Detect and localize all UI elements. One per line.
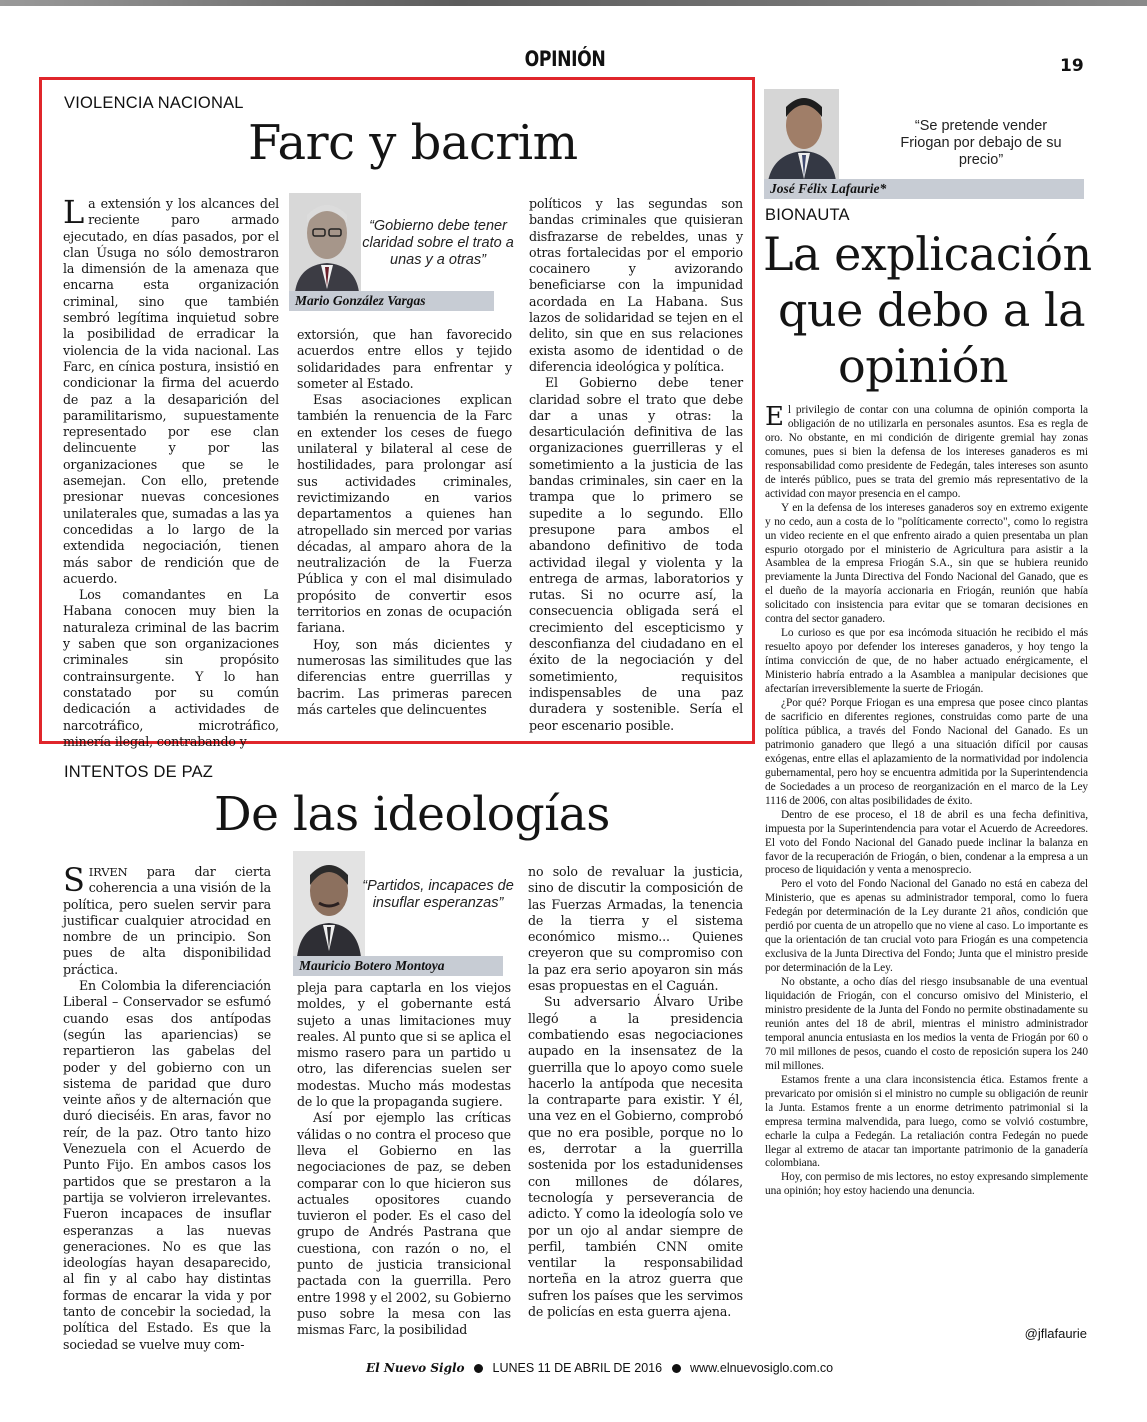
- article3-twitter-handle: @jflafaurie: [1024, 1326, 1087, 1341]
- page-number: 19: [1060, 56, 1084, 76]
- article3-p9: Hoy, con permiso de mis lectores, no estoy expresando simplemente una opinión; hoy estoy haciendo una denuncia.: [765, 1171, 1088, 1198]
- article3-author-name: José Félix Lafaurie*: [764, 179, 1084, 199]
- section-header: OPINIÓN: [524, 47, 606, 71]
- article3-kicker: BIONAUTA: [765, 206, 850, 224]
- article3-p8: Estamos frente a una clara inconsistencia ética. Estamos frente a prevaricato por omisión si el ministro no cumple su obligación de reunir la Junta. Estamos frente a un enorme detrimento patrimonial si la empresa termina malvendida, para luego, como se volvió costumbre, echarle la culpa a Fedegán. La retaliación contra Fedegán no puede llegar al extremo de atacar tan importante patrimonio de la ganadería colombiana.: [765, 1073, 1088, 1170]
- article2-author-name: Mauricio Botero Montoya: [293, 956, 503, 976]
- article1-col2-p3: Hoy, son más dicientes y numerosas las similitudes que las diferencias entre guerrillas y bacrim. Las primeras parecen más carteles que delincuentes: [297, 636, 512, 717]
- article3-pullquote: “Se pretende vender Friogan por debajo de su precio”: [900, 118, 1062, 168]
- article1-kicker: VIOLENCIA NACIONAL: [64, 94, 244, 112]
- article2-column-2: [297, 980, 511, 1345]
- article2-pullquote: “Partidos, incapaces de insuflar esperanzas”: [362, 878, 514, 911]
- article2-portrait-svg: [293, 851, 365, 957]
- article1-column-3: [529, 196, 743, 733]
- article2-col3-p1: no solo de revaluar la justicia, sino de discutir la composición de las Fuerzas Armadas, la tenencia de la tierra y el sistema económico mismo... Quienes creyeron que su compromiso con la paz era serio apoyaron sin más esas propuestas en el Caguán.: [528, 864, 743, 994]
- article3-title-line-1: La explicación: [763, 227, 1092, 281]
- article1-col1-p1: a extensión y los alcances del reciente paro armado ejecutado, en días pasados, por el clan Úsuga no sólo demostraron la dimensión de la amenaza que encarna esta organización criminal, sino que también sembró legítima inquietud sobre la posibilidad de erradicar la violencia de la vida nacional. Las Farc, en cínica postura, insistió en condicionar la firma del acuerdo de paz a la desaparición del paramilitarismo, supuestamente representado por ese clan delincuente y por las organizaciones que se le asemejan. Con ello, pretende presionar nuevas concesiones unilaterales que, sumadas a las ya concedidas a lo largo de la extendida negociación, tienen más sabor de rendición que de acuerdo.: [63, 196, 279, 586]
- article3-p7: No obstante, a ocho días del riesgo insubsanable de una eventual liquidación de Friogán, con el concurso omisivo del Ministerio, el ministro presidente de la Junta del Fondo no permite obstinadamente su reunión antes del 18 de abril, mientras el ministro administrador temporal anuncia entusiasta en los medios la venta de Friogán por 60 o 70 mil millones de pesos, cuando el costo de reposición supera los 240 mil millones.: [765, 976, 1088, 1072]
- article3-portrait-svg: [764, 89, 839, 181]
- article2-author-photo: [293, 851, 365, 957]
- article2-column-3: [528, 864, 743, 1346]
- article1-column-1: [63, 193, 279, 749]
- article1-author-name: Mario González Vargas: [289, 291, 494, 311]
- article3-title-line-3: opinión: [838, 339, 1009, 393]
- article3-dropcap: E: [765, 402, 784, 432]
- footer-date: LUNES 11 DE ABRIL DE 2016: [492, 1361, 663, 1375]
- article2-column-1: [63, 861, 271, 1352]
- footer-separator-dot: [672, 1364, 681, 1373]
- footer-separator-dot: [474, 1364, 483, 1373]
- article1-col3-p1: políticos y las segundas son bandas criminales que quisieran disfrazarse de rebeldes, unas y otras fortalecidas por el emporio cocainero y avizorando beneficiarse con la impunidad acordada en La Habana. Sus lazos de solidaridad se tejen en el delito, sin que en sus relaciones exista asomo de identidad o de diferencia ideológica y política.: [529, 196, 743, 374]
- article3-title-line-2: que debo a la: [778, 283, 1086, 337]
- article2-col1-p2: En Colombia la diferenciación Liberal – Conservador se esfumó cuando esas dos antípodas (según las apariencias) se repartieron las gabelas del poder y del gobierno con un sistema de paridad que duro veinte años y de alternación que duró dieciséis. En aras, favor no reír, de la paz. Otro tanto hizo Venezuela con el Acuerdo de Punto Fijo. En ambos casos los partidos que se prestaron a la partija se volvieron irrelevantes. Fueron incapaces de insuflar esperanzas a las nuevas generaciones. No es que las ideologías hayan desaparecido, al fin y al cabo hay distintas formas de encarar la vida y por tanto de concebir la sociedad, la política del Estado. Es que la sociedad se vuelve muy com-: [63, 978, 271, 1352]
- article3-p2: Y en la defensa de los intereses ganaderos soy en extremo exigente y no cedo, aun a costa de lo "políticamente correcto", como lo registra un video reciente en el que enfrento airado a quien presentaba un plan espurio otorgado por el ministerio de Agricultura para asistir a la Asamblea de la empresa Friogán S.A., sin que se hubiera reunido previamente la Junta Directiva del Fondo Nacional del Ganado, que es el dueño de la mayoría accionaria en Friogán, reunión que había solicitado con insistencia para evitar que se tomaran decisiones en contra del sector ganadero.: [765, 501, 1088, 626]
- article3-p4: ¿Por qué? Porque Friogan es una empresa que posee cinco plantas de sacrificio en diferentes regiones, construidas como parte de una política pública, a través del Fondo Nacional del Ganado. Es un patrimonio ganadero que llegó a una situación difícil por causas exógenas, entre ellas el aplazamiento de la normatividad por indolencia gubernamental, pero hoy se encuentra admitida por la Superintendencia de Sociedades a un proceso de reorganización en el marco de la Ley 1116 de 2006, con altas posibilidades de éxito.: [765, 697, 1088, 807]
- article3-p1: l privilegio de contar con una columna de opinión comporta la obligación de no utilizarla en personales asuntos. Esa es regla de oro. No obstante, en mi condición de dirigente gremial hay zonas comunes, pues si bien la defensa de los intereses ganaderos es mi responsabilidad como presidente de Fedegán, tales intereses son asunto de interés público, pues se trata del gremio más representativo de la actividad con mayor presencia en el campo.: [765, 404, 1088, 500]
- article1-col3-p2: El Gobierno debe tener claridad sobre el trato que debe dar a unas y otras: la desarticulación definitiva de las organizaciones guerrilleras y el sometimiento a la justicia de las bandas criminales, sin caer en la trampa que lo primero se supedite a lo segundo. Ello presupone para ambos el abandono definitivo de toda actividad ilegal y violenta y la entrega de armas, laboratorios y rutas. Si no ocurre así, la consecuencia obligada será el crecimiento del escepticismo y desconfianza del ciudadano en el éxito de la negociación y del sometimiento, requisitos indispensables de una paz duradera y sostenible. Sería el peor escenario posible.: [529, 375, 743, 733]
- article2-dropcap: S: [63, 861, 85, 899]
- article1-pullquote: “Gobierno debe tener claridad sobre el trato a unas y a otras”: [362, 218, 514, 268]
- article1-column-2: [297, 327, 512, 729]
- article2-kicker: INTENTOS DE PAZ: [64, 763, 214, 781]
- page-footer: [366, 1361, 833, 1375]
- article1-author-photo: [289, 193, 361, 292]
- article2-col2-p1: pleja para captarla en los viejos moldes, y el gobernante está sujeto a unas limitaciones muy reales. Al punto que si se aplica el mismo rasero para un partido u otro, las diferencias suelen ser modestas. Mucho más modestas de lo que la propaganda sugiere.: [297, 980, 511, 1110]
- article1-col1-p2: Los comandantes en La Habana conocen muy bien la naturaleza criminal de las bacrim y saben que son organizaciones criminales sin propósito contrainsurgente. Y lo han constatado por su común dedicación a actividades de narcotráfico, microtráfico, minería ilegal, contrabando y: [63, 587, 279, 749]
- article1-dropcap: L: [63, 193, 85, 231]
- article2-col2-p2: Así por ejemplo las críticas válidas o no contra el proceso que lleva el Gobierno en las negociaciones de paz, se deben comparar con lo que hicieron sus actuales opositores cuando tuvieron el poder. Es el caso del grupo de Andrés Pastrana que cuestiona, con razón o no, el punto de justicia transicional pactada con la guerrilla. Pero entre 1998 y el 2002, su Gobierno puso sobre la mesa con las mismas Farc, la posibilidad: [297, 1110, 511, 1338]
- article1-col2-p2: Esas asociaciones explican también la renuencia de la Farc en extender los ceses de fuego unilateral y bilateral al cese de hostilidades, para prolongar así sus actividades criminales, revictimizando en varios departamentos a quienes han atropellado sin merced por varias décadas, al amparo ahora de la neutralización de la Fuerza Pública y con el mal disimulado propósito de convertir esos territorios en zonas de ocupación fariana.: [297, 392, 512, 636]
- footer-brand: El Nuevo Siglo: [366, 1361, 465, 1375]
- article3-p6: Pero el voto del Fondo Nacional del Ganado no está en cabeza del Ministerio, que es apenas su administrador temporal, como lo fuera Fedegán por determinación de la Ley durante 21 años, condición que perdió por cuenta de un atropello que no viene al caso. Lo importante es que la orientación de tan crucial voto para Friogán es una competencia exclusiva de la Junta Directiva del Fondo; Junta que el ministro preside por determinación de la Ley.: [765, 878, 1088, 975]
- article3-p3: Lo curioso es que por esa incómoda situación he recibido el más resuelto apoyo por defender los intereses ganaderos, y hoy tengo la íntima convicción de que, de no haber actuado enérgicamente, el Ministerio habría entrado a la Asamblea a manipular decisiones que afectarían irreversiblemente la suerte de Friogán.: [765, 627, 1088, 696]
- article3-body: [765, 404, 1088, 1326]
- article2-col1-p1: para dar cierta coherencia a una visión de la política, pero suelen servir para justificar cualquier atrocidad en nombre de un principio. Son pues de alta disponibilidad práctica.: [63, 864, 271, 977]
- article1-title: Farc y bacrim: [248, 115, 578, 171]
- article2-title: De las ideologías: [214, 787, 610, 842]
- article2-smallcaps: IRVEN: [88, 865, 128, 879]
- article3-p5: Dentro de ese proceso, el 18 de abril es una fecha definitiva, impuesta por la Superintendencia para votar el Acuerdo de Acreedores. El voto del Fondo Nacional del Ganado puede inclinar la balanza en favor de la recuperación de Friogán, o bien, condenar a la empresa a un proceso de liquidación y venta a menosprecio.: [765, 808, 1088, 877]
- page-top-edge: [0, 0, 1147, 6]
- footer-url: www.elnuevosiglo.com.co: [690, 1361, 834, 1375]
- article2-col3-p2: Su adversario Álvaro Uribe llegó a la presidencia combatiendo esas negociaciones aupado en la insensatez de la guerrilla que lo apoyo como suele hacerlo la antípoda que necesita la contraparte para existir. Y él, una vez en el Gobierno, comprobó que no era posible, porque no lo es, derrotar a la guerrilla sostenida por los estadunidenses con millones de dólares, tecnología y perseverancia de adicto. Y como la ideología solo ve por un ojo al andar siempre de perfil, también CNN omite ventilar la responsabilidad norteña en la atroz guerra que sufren los países que les servimos de policías en esta guerra ajena.: [528, 994, 743, 1320]
- article3-author-photo: [764, 89, 839, 181]
- article1-portrait-svg: [289, 193, 361, 292]
- article1-col2-p1: extorsión, que han favorecido acuerdos entre ellos y tejido solidaridades para enfrentar y someter al Estado.: [297, 327, 512, 391]
